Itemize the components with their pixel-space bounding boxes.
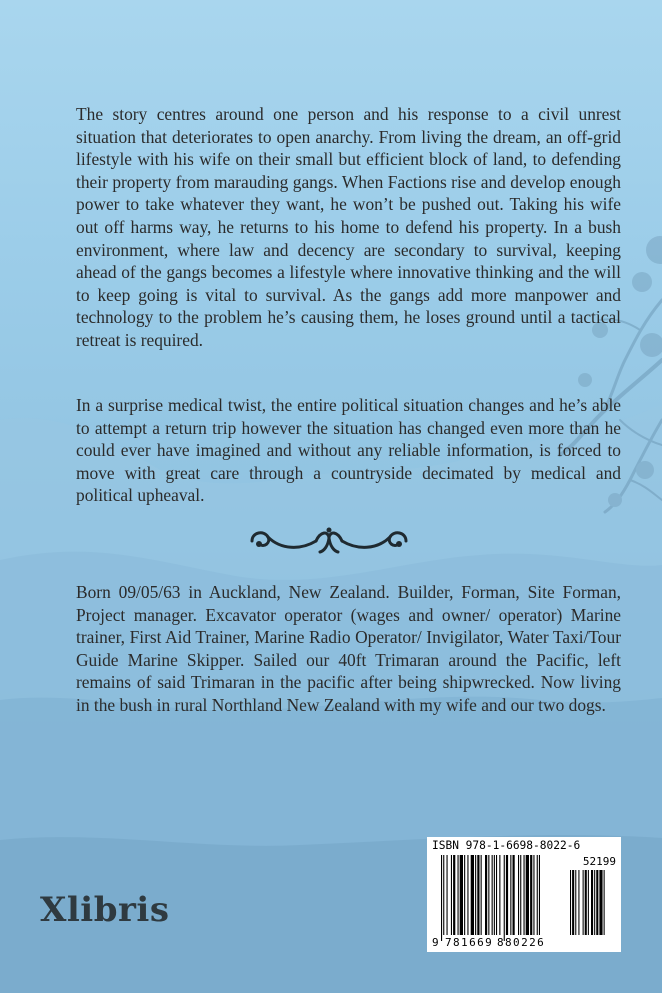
barcode-bar [496,855,497,935]
blurb-paragraph-2: In a surprise medical twist, the entire political situation changes and he’s able to attempt a return trip however the situation has changed even more than he could ever have imagined and without any reliable information, is forced to move with great care through a countryside decimated by medical and political upheaval. [76,395,621,506]
barcode-bar [591,870,593,935]
price-code: 52199 [582,855,616,868]
scroll-divider-ornament-icon [246,524,412,558]
publisher-logo: Xlibris [40,890,170,930]
barcode-bar [447,855,448,935]
barcode-bar [513,855,515,935]
isbn-barcode [427,837,621,952]
barcode-bar [488,855,489,935]
barcode-bar [570,870,571,935]
barcode-bar [585,870,587,935]
barcode-digits-right: 880226 [497,936,546,949]
barcode-bar [481,855,482,935]
barcode-digits-left: 781669 [445,936,494,949]
barcode-bar [471,855,474,935]
barcode-digit-lead: 9 [432,936,439,949]
barcode-bar [594,870,595,935]
barcode-bar [499,855,500,935]
barcode-bar [477,855,479,935]
author-bio: Born 09/05/63 in Auckland, New Zealand. Builder, Forman, Site Forman, Project manager. Excavator operator (wages and owner/ operator) Marine trainer, First Aid Trainer, Marine Radio Operator/ Invigilator, Water Taxi/Tour Guide Marine Skipper. Sailed our 40ft Trimaran around the Pacific, left remains of said Trimaran in the pacific after being shipwrecked. Now living in the bush in rural Northland New Zealand with my wife and our two dogs. [76,582,621,715]
barcode-bar [441,855,442,941]
barcode-bar [539,855,540,935]
barcode-bar [530,855,532,935]
barcode-bar [578,870,579,935]
barcode-bar [460,855,463,935]
barcode-bar [604,870,605,935]
barcode-bar [588,870,589,935]
barcode-bar [492,855,493,935]
barcode-bar [485,855,487,935]
barcode-bar [572,870,574,935]
barcode-bar [464,855,465,935]
barcode-bar [520,855,521,935]
barcode-bar [453,855,455,935]
barcode-bar [506,855,508,935]
barcode-bar [504,855,505,941]
barcode-bar [583,870,584,935]
barcode-bar [596,870,598,935]
barcode-bar [524,855,525,935]
barcode-bar [599,870,602,935]
barcode-bar [533,855,534,935]
barcode-bar [575,870,576,935]
barcode-digits [427,936,621,950]
barcode-bar [451,855,452,935]
barcode-bar [467,855,468,935]
barcode-bar [475,855,476,935]
barcode-bar [458,855,459,935]
barcode-bar [518,855,519,935]
barcode-bar [526,855,529,935]
blurb-paragraph-1: The story centres around one person and his response to a civil unrest situation that deteriorates to open anarchy. From living the dream, an off-grid lifestyle with his wife on their small but efficient block of land, to defending their property from marauding gangs. When Factions rise and develop enough power to take whatever they want, he won’t be pushed out. Taking his wife out off harms way, he returns to his home to defend his property. In a bush environment, where law and decency are secondary to survival, keeping ahead of the gangs becomes a lifestyle where innovative thinking and the will to keep going is vital to survival. As the gangs add more manpower and technology to the problem he’s causing them, he loses ground until a tactical retreat is required. [76,104,621,350]
barcode-bar [494,855,495,935]
barcode-bar [443,855,444,935]
barcode-bar [537,855,538,935]
barcode-bar [510,855,511,935]
isbn-label: ISBN 978-1-6698-8022-6 [432,839,581,852]
